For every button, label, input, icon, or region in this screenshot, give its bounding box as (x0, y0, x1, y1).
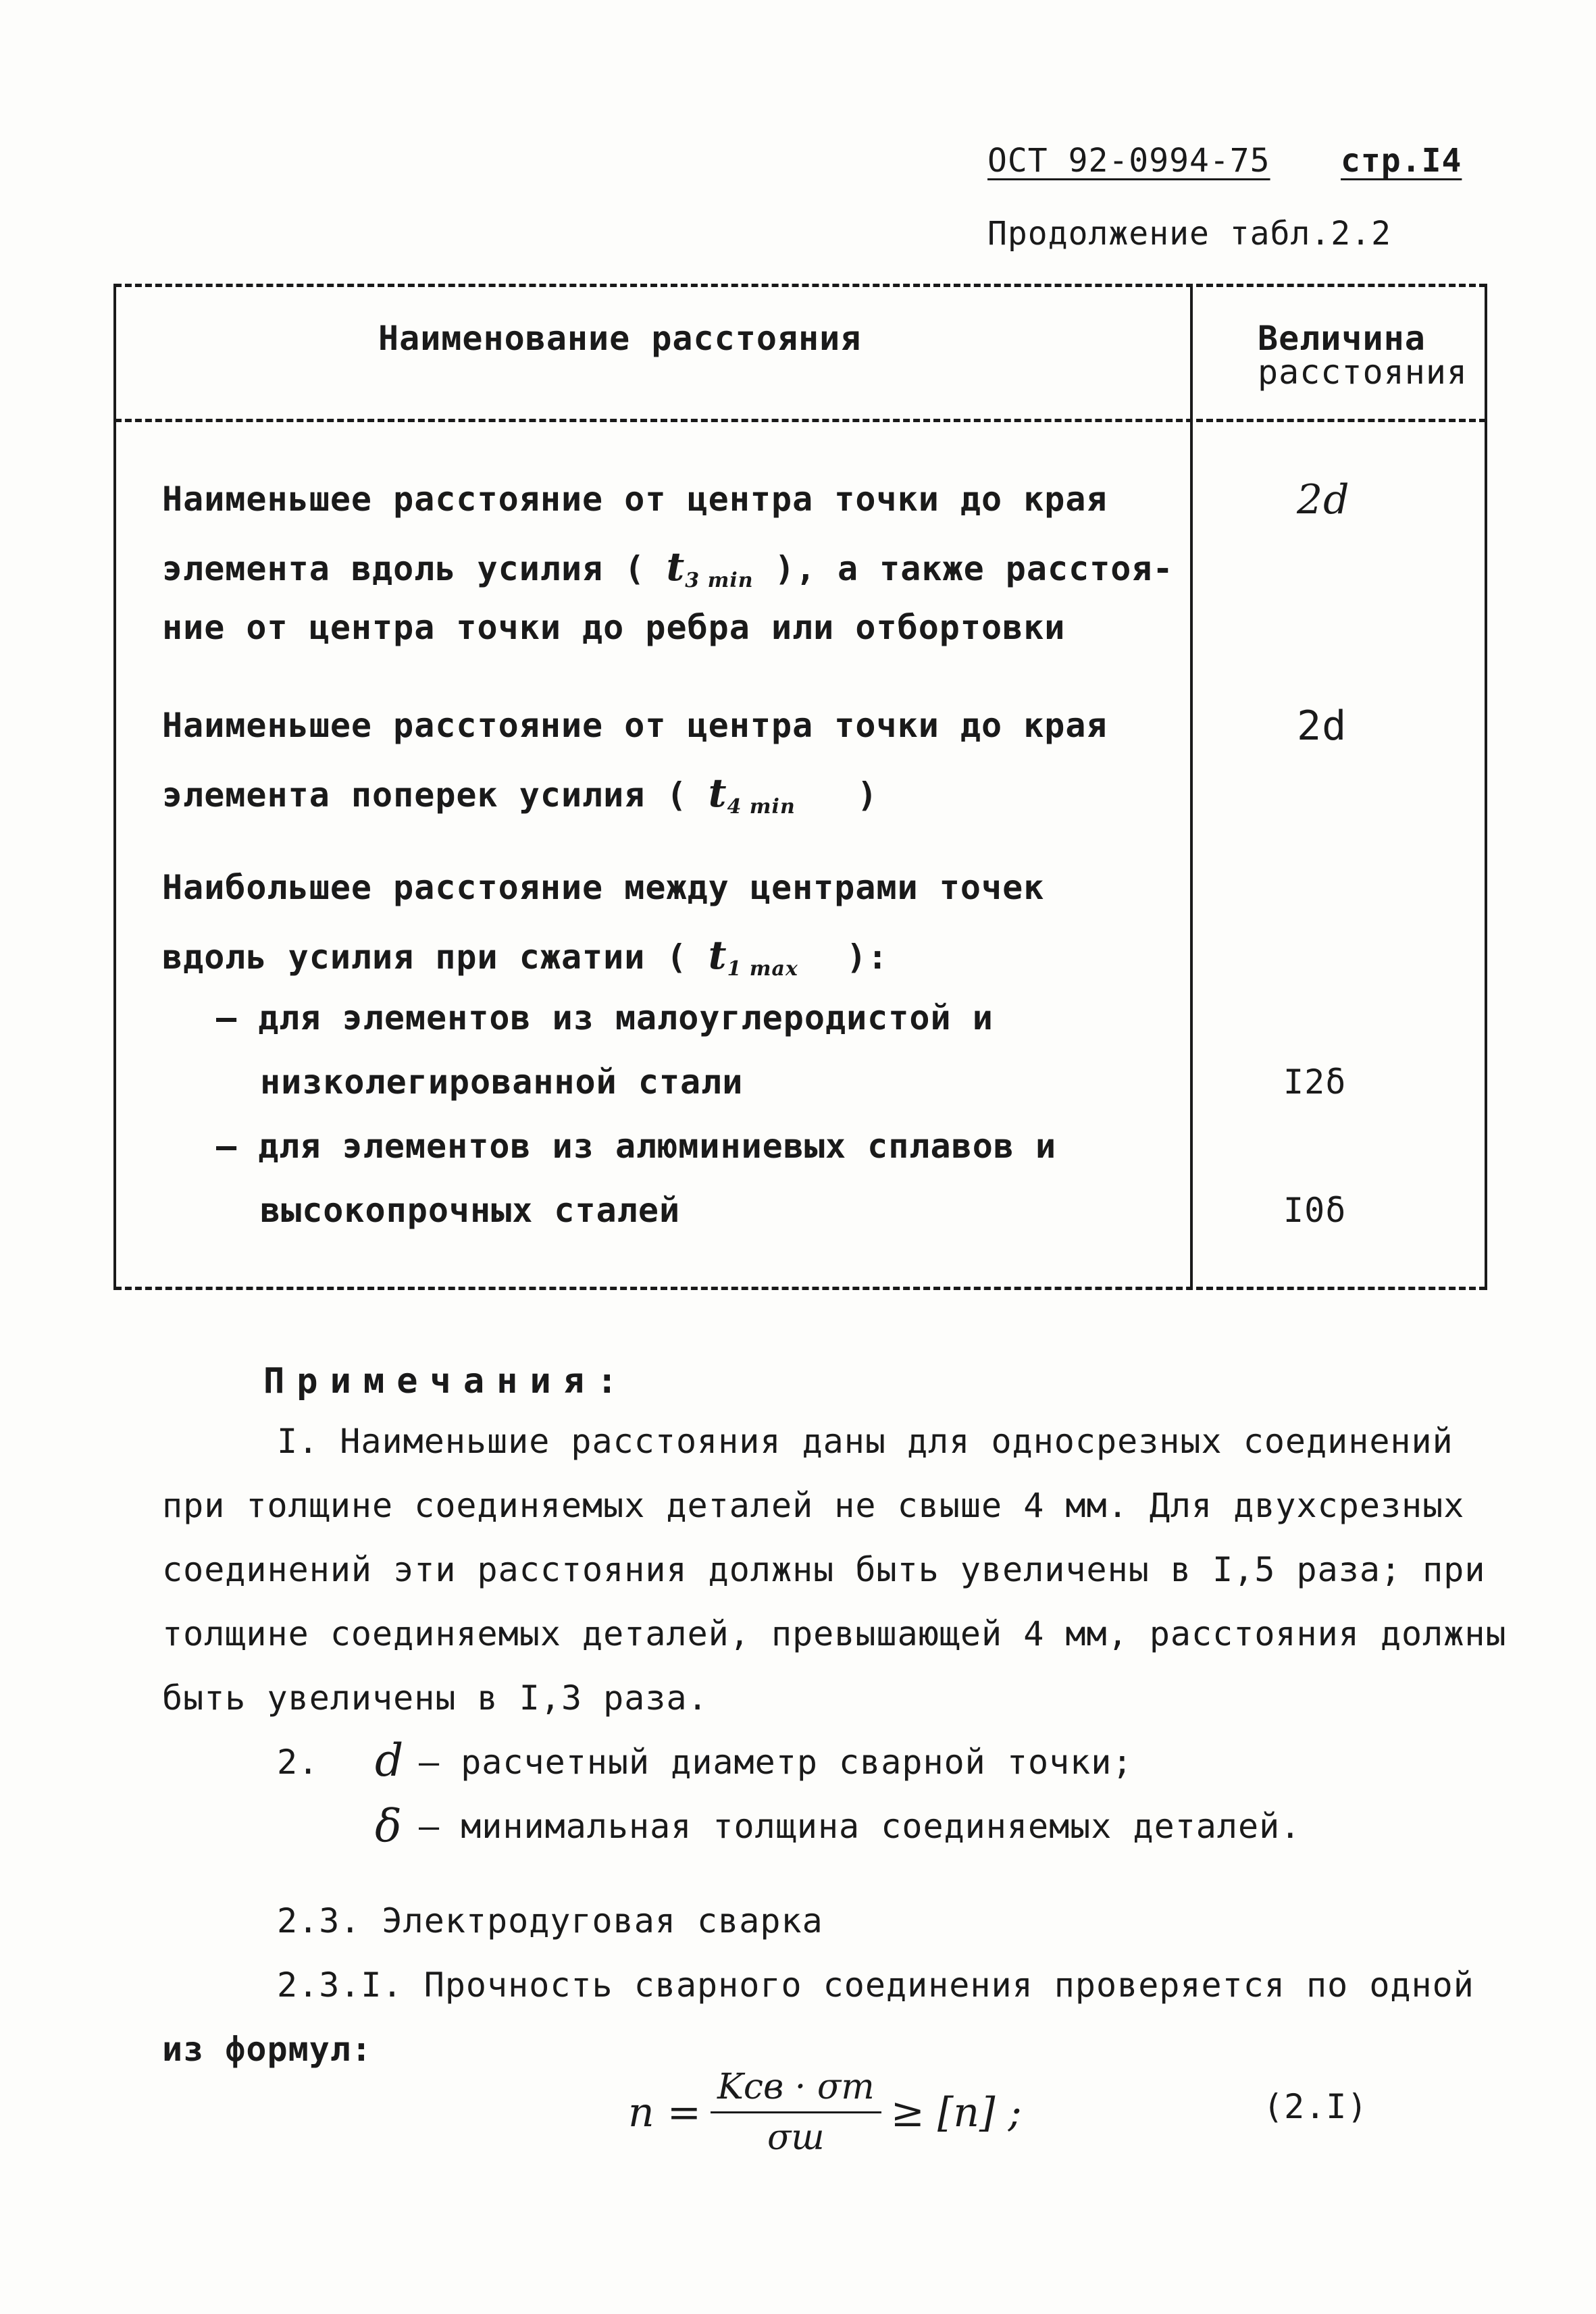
formula-number: (2.I) (1263, 2087, 1368, 2126)
section-paragraph-line2: из формул: (162, 2030, 373, 2069)
notes-title: Примечания: (263, 1361, 630, 1402)
note1-line5: быть увеличены в I,3 раза. (162, 1678, 709, 1718)
table-header-separator (115, 419, 1486, 422)
note1-line4: толщине соединяемых деталей, превышающей 4 мм, расстояния должны (162, 1614, 1507, 1653)
formula-2-1 (628, 2067, 1022, 2158)
row2-value: 2d (1297, 702, 1347, 750)
formula-rhs: ≥ [n] ; (890, 2088, 1022, 2136)
row1-line1: Наименьшее расстояние от центра точки до края (162, 480, 1108, 519)
row2-line1: Наименьшее расстояние от центра точки до края (162, 706, 1108, 745)
formula-fraction (711, 2067, 881, 2158)
table-left-border (113, 284, 116, 1290)
table-top-border (115, 284, 1486, 287)
formula-denominator: σш (767, 2117, 825, 2158)
document-code: ОСТ 92-0994-75 (987, 142, 1270, 180)
symbol-t: t (708, 770, 727, 816)
table-bottom-border (115, 1287, 1486, 1290)
row1-line2: элемента вдоль усилия ( $t_{3 min}$ ), а также расстоя- (162, 544, 1174, 592)
note1-line3: соединений эти расстояния должны быть увеличены в I,5 раза; при (162, 1550, 1486, 1589)
formula-numerator: Kсв · σт (717, 2067, 875, 2107)
fraction-bar (711, 2111, 881, 2113)
row3-line1: Наибольшее расстояние между центрами точек (162, 868, 1045, 907)
table-right-border (1485, 284, 1487, 1290)
note2-symbol-delta: δ (375, 1800, 403, 1852)
note2-text-delta: – минимальная толщина соединяемых деталей. (419, 1807, 1302, 1846)
table-column-divider (1190, 284, 1193, 1290)
table-continuation-label: Продолжение табл.2.2 (987, 215, 1391, 253)
row3-subitem1-line1: – для элементов из малоуглеродистой и (216, 998, 994, 1037)
note2-number: 2. (277, 1743, 319, 1782)
formula-lhs: n = (628, 2088, 701, 2136)
note2-symbol-d: d (375, 1734, 405, 1786)
column-header-value-line2: расстояния (1258, 353, 1468, 392)
row3-subitem2-line1: – для элементов из алюминиевых сплавов и (216, 1127, 1057, 1166)
row2-line2: элемента поперек усилия ( $t_{4 min}$ ) (162, 770, 878, 819)
page-number: стр.I4 (1341, 142, 1462, 180)
row3-subitem2-value: I0δ (1283, 1191, 1347, 1230)
note1-line1: I. Наименьшие расстояния даны для односрезных соединений (277, 1422, 1453, 1461)
symbol-t: t (708, 932, 727, 978)
note2-text-d: – расчетный диаметр сварной точки; (419, 1743, 1133, 1782)
section-heading: 2.3. Электродуговая сварка (277, 1901, 823, 1940)
row1-value: 2d (1297, 476, 1350, 523)
symbol-t: t (666, 544, 686, 590)
note1-line2: при толщине соединяемых деталей не свыше 4 мм. Для двухсрезных (162, 1486, 1465, 1525)
row3-line2: вдоль усилия при сжатии ( $t_{1 max}$ ): (162, 932, 889, 981)
row3-subitem2-line2: высокопрочных сталей (260, 1191, 681, 1230)
column-header-value-line1: Величина (1258, 319, 1426, 358)
row1-line3: ние от центра точки до ребра или отбортовки (162, 608, 1066, 647)
column-header-name: Наименование расстояния (378, 319, 862, 358)
section-paragraph-line1: 2.3.I. Прочность сварного соединения проверяется по одной (277, 1965, 1474, 2005)
row3-subitem1-value: I2δ (1283, 1062, 1347, 1102)
row3-subitem1-line2: низколегированной стали (260, 1062, 744, 1102)
